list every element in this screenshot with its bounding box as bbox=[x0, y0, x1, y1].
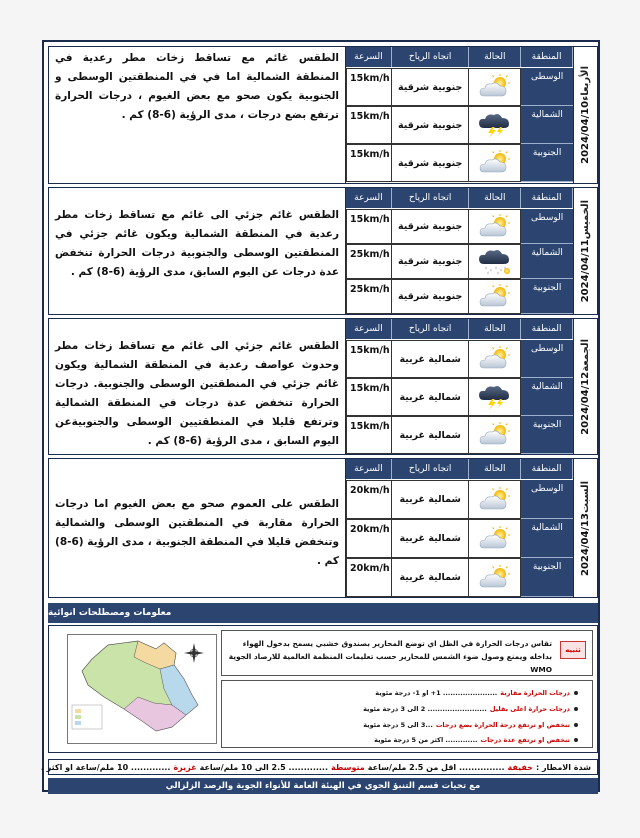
weather-state bbox=[469, 378, 521, 416]
day-forecast-table bbox=[345, 459, 573, 597]
wind-direction: شمالية غربية bbox=[392, 480, 470, 519]
header-speed: السرعة bbox=[346, 319, 392, 339]
note-tag: تنبيه bbox=[560, 641, 586, 659]
day-forecast-table bbox=[345, 188, 573, 314]
table-row bbox=[346, 340, 573, 378]
region-name: الجنوبية bbox=[521, 144, 573, 182]
rain-intensity-line: شدة الامطار : خفيفة ............... اقل من 2.5 ملم/ساعة متوسطة ............. 2.5 الى 10 ملم/ساعة غزيرة ............. 10 ملم/ساعة او اكثر . bbox=[48, 759, 598, 775]
iraq-map-icon bbox=[68, 635, 216, 743]
header-wind-direction: اتجاه الرياح bbox=[392, 47, 470, 67]
weather-state bbox=[469, 558, 521, 597]
table-header bbox=[346, 47, 573, 67]
region-name: الشمالية bbox=[521, 106, 573, 144]
wind-direction: شمالية غربية bbox=[392, 558, 470, 597]
partly-cloudy-icon bbox=[478, 526, 512, 552]
day-label bbox=[573, 188, 597, 314]
wind-direction: جنوبية شرقية bbox=[392, 68, 470, 106]
header-state: الحالة bbox=[469, 47, 521, 67]
partly-cloudy-icon bbox=[478, 346, 512, 372]
weather-state bbox=[469, 279, 521, 314]
region-name: الشمالية bbox=[521, 519, 573, 558]
day-date: 2024/04/12 bbox=[580, 371, 591, 435]
table-header bbox=[346, 319, 573, 339]
wind-speed: 20km/h bbox=[346, 480, 392, 519]
partly-cloudy-icon bbox=[478, 74, 512, 100]
day-date: 2024/04/10 bbox=[580, 100, 591, 164]
partly-cloudy-icon bbox=[478, 565, 512, 591]
wind-direction: شمالية غربية bbox=[392, 378, 470, 416]
bullet-icon bbox=[574, 723, 578, 727]
weather-state bbox=[469, 144, 521, 182]
header-region: المنطقة bbox=[521, 459, 573, 479]
header-speed: السرعة bbox=[346, 47, 392, 67]
region-name: الوسطى bbox=[521, 68, 573, 106]
table-row bbox=[346, 144, 573, 182]
day-block bbox=[48, 46, 598, 184]
region-name: الجنوبية bbox=[521, 558, 573, 597]
weather-state bbox=[469, 244, 521, 279]
header-wind-direction: اتجاه الرياح bbox=[392, 459, 470, 479]
footer-text: مع تحيات قسم التنبؤ الجوي في الهيئة العامة للأنواء الجوية والرصد الزلزالي bbox=[165, 781, 481, 791]
legend-item: درجات الحرارة مقاربة ...................... 1+ او 1- درجة مئوية bbox=[375, 689, 578, 697]
wind-direction: جنوبية شرقية bbox=[392, 106, 470, 144]
day-date: 2024/04/13 bbox=[580, 512, 591, 576]
weather-state bbox=[469, 106, 521, 144]
note-text: تقاس درجات الحرارة في الظل اي توضع المحارير بصندوق خشبي يسمح بدخول الهواء بداخله ويمنع وصول ضوء الشمس للمحارير حسب تعليمات المنظمة العالمية للارصاد الجوية WMO bbox=[228, 639, 552, 674]
wind-speed: 25km/h bbox=[346, 244, 392, 279]
partly-cloudy-icon bbox=[478, 284, 512, 310]
table-row bbox=[346, 209, 573, 244]
rain-cloud-icon bbox=[478, 249, 512, 275]
bullet-icon bbox=[574, 738, 578, 742]
table-row bbox=[346, 378, 573, 416]
bullet-icon bbox=[574, 691, 578, 695]
wind-direction: شمالية غربية bbox=[392, 519, 470, 558]
header-region: المنطقة bbox=[521, 319, 573, 339]
header-region: المنطقة bbox=[521, 188, 573, 208]
day-description: الطقس على العموم صحو مع بعض الغيوم اما درجات الحرارة مقاربة في المنطقتين الوسطى والشمالية وتنخفض قليلا في المنطقة الجنوبية ، مدى الرؤية (6-8) كم . bbox=[55, 498, 339, 567]
header-region: المنطقة bbox=[521, 47, 573, 67]
partly-cloudy-icon bbox=[478, 214, 512, 240]
thunderstorm-icon bbox=[478, 384, 512, 410]
note-box bbox=[221, 630, 593, 676]
info-box bbox=[48, 625, 598, 753]
bulletin-page bbox=[42, 40, 600, 792]
day-date: 2024/04/11 bbox=[580, 239, 591, 303]
temperature-legend bbox=[221, 680, 593, 748]
table-row bbox=[346, 416, 573, 454]
day-forecast-table bbox=[345, 319, 573, 454]
wind-speed: 15km/h bbox=[346, 68, 392, 106]
day-label bbox=[573, 459, 597, 597]
day-label bbox=[573, 47, 597, 183]
region-name: الشمالية bbox=[521, 378, 573, 416]
legend-item: تنخفض او ترتفع عدة درجات ............. اكثر من 5 درجة مئوية bbox=[374, 736, 578, 744]
partly-cloudy-icon bbox=[478, 487, 512, 513]
header-wind-direction: اتجاه الرياح bbox=[392, 188, 470, 208]
iraq-map bbox=[67, 634, 217, 744]
day-description: الطقس غائم جزئي الى غائم مع تساقط زخات مطر رعدية في المنطقة الشمالية ويكون غائم جزئي في المنطقتين الوسطى والجنوبية درجات الحرارة تنخفض عدة درجات عن اليوم السابق، مدى الرؤية (6-8) كم . bbox=[55, 209, 339, 278]
header-speed: السرعة bbox=[346, 188, 392, 208]
wind-speed: 15km/h bbox=[346, 144, 392, 182]
day-block bbox=[48, 458, 598, 598]
table-row bbox=[346, 558, 573, 597]
table-row bbox=[346, 519, 573, 558]
day-name: الجمعة bbox=[580, 338, 591, 372]
header-wind-direction: اتجاه الرياح bbox=[392, 319, 470, 339]
weather-state bbox=[469, 68, 521, 106]
wind-direction: جنوبية شرقية bbox=[392, 279, 470, 314]
weather-state bbox=[469, 480, 521, 519]
table-row bbox=[346, 68, 573, 106]
info-title-bar bbox=[48, 603, 598, 623]
table-row bbox=[346, 279, 573, 314]
wind-direction: جنوبية شرقية bbox=[392, 144, 470, 182]
weather-state bbox=[469, 340, 521, 378]
day-name: الخميس bbox=[580, 199, 591, 240]
wind-speed: 15km/h bbox=[346, 416, 392, 454]
bullet-icon bbox=[574, 707, 578, 711]
wind-speed: 25km/h bbox=[346, 279, 392, 314]
info-title: معلومات ومصطلحات انوائية bbox=[48, 608, 172, 618]
table-row bbox=[346, 480, 573, 519]
legend-item: درجات حرارة اعلى بقليل ........................ 2 الى 3 درجة مئوية bbox=[363, 705, 578, 713]
day-forecast-table bbox=[345, 47, 573, 183]
wind-speed: 15km/h bbox=[346, 209, 392, 244]
day-description: الطقس غائم جزئي الى غائم مع تساقط زخات مطر وحدوث عواصف رعدية في المنطقة الشمالية ويكون غائم جزئي في المنطقتين الوسطى والجنوبية. درجات الحرارة تنخفض عدة درجات في المنطقة الشمالية وترتفع قليلا في المنطقتيين الوسطى والجنوبيةعن اليوم السابق ، مدى الرؤية (6-8) كم . bbox=[55, 340, 339, 447]
day-description: الطقس غائم مع تساقط زخات مطر رعدية في المنطقة الشمالية اما في في المنطقتين الوسطى و الجنوبية يكون صحو مع بعض الغيوم ، درجات الحرارة ترتفع بضع درجات ، مدى الرؤية (6-8) كم . bbox=[55, 52, 339, 121]
region-name: الجنوبية bbox=[521, 279, 573, 314]
day-name: السبت bbox=[580, 480, 591, 513]
region-name: الوسطى bbox=[521, 480, 573, 519]
table-row bbox=[346, 244, 573, 279]
table-row bbox=[346, 106, 573, 144]
weather-state bbox=[469, 416, 521, 454]
weather-state bbox=[469, 209, 521, 244]
table-header bbox=[346, 459, 573, 479]
thunderstorm-icon bbox=[478, 112, 512, 138]
day-block bbox=[48, 318, 598, 455]
wind-direction: شمالية غربية bbox=[392, 416, 470, 454]
region-name: الوسطى bbox=[521, 340, 573, 378]
footer-bar bbox=[48, 778, 598, 794]
wind-speed: 15km/h bbox=[346, 106, 392, 144]
partly-cloudy-icon bbox=[478, 422, 512, 448]
wind-speed: 20km/h bbox=[346, 519, 392, 558]
day-name: الأربعاء bbox=[580, 66, 591, 101]
wind-direction: جنوبية شرقية bbox=[392, 244, 470, 279]
wind-speed: 15km/h bbox=[346, 340, 392, 378]
wind-speed: 20km/h bbox=[346, 558, 392, 597]
partly-cloudy-icon bbox=[478, 150, 512, 176]
region-name: الشمالية bbox=[521, 244, 573, 279]
header-state: الحالة bbox=[469, 319, 521, 339]
day-label bbox=[573, 319, 597, 454]
region-name: الوسطى bbox=[521, 209, 573, 244]
wind-direction: شمالية غربية bbox=[392, 340, 470, 378]
day-block bbox=[48, 187, 598, 315]
table-header bbox=[346, 188, 573, 208]
wind-speed: 15km/h bbox=[346, 378, 392, 416]
wind-direction: جنوبية شرقية bbox=[392, 209, 470, 244]
header-state: الحالة bbox=[469, 188, 521, 208]
header-speed: السرعة bbox=[346, 459, 392, 479]
header-state: الحالة bbox=[469, 459, 521, 479]
legend-item: تنخفض او ترتفع درجة الحرارة بضع درجات ...3 الى 5 درجة مئوية bbox=[363, 721, 578, 729]
weather-state bbox=[469, 519, 521, 558]
region-name: الجنوبية bbox=[521, 416, 573, 454]
